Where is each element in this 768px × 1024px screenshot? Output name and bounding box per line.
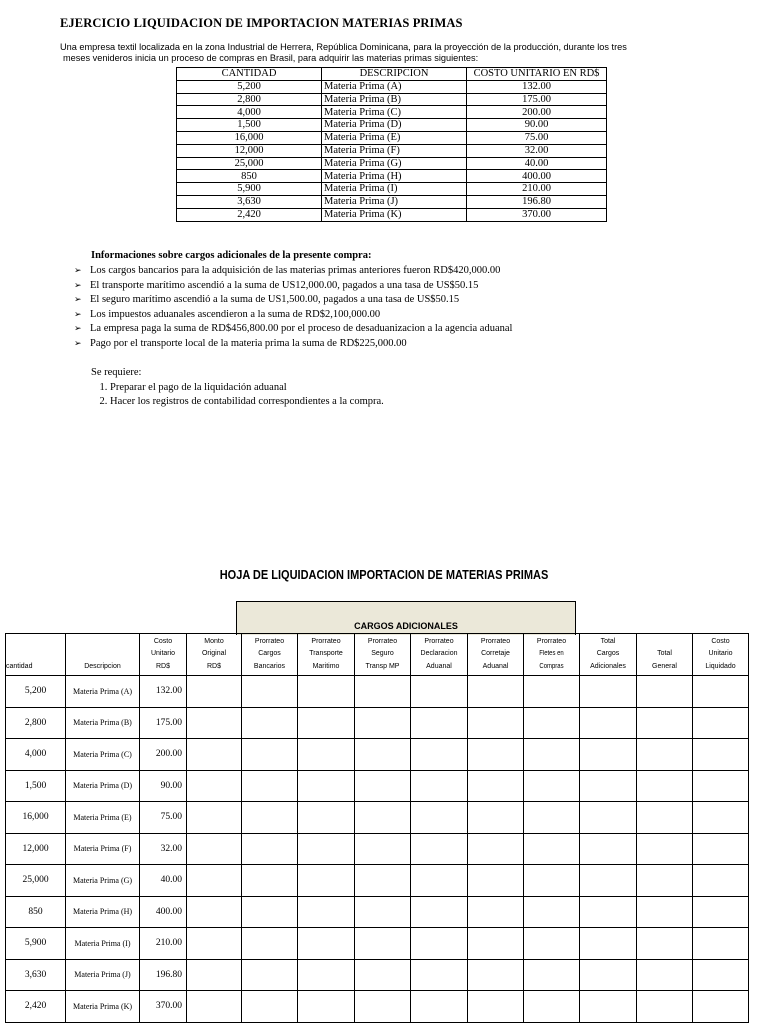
header-cantidad: CANTIDAD — [177, 68, 322, 81]
empty-cell — [580, 959, 637, 991]
empty-cell — [411, 865, 468, 897]
header-line: Cargos — [258, 650, 281, 657]
cost-cell: 200.00 — [467, 106, 607, 119]
header-cantidad — [6, 634, 66, 676]
qty-cell: 5,900 — [177, 183, 322, 196]
table-row — [6, 959, 749, 991]
requirements-list — [91, 381, 384, 410]
empty-cell — [524, 676, 580, 708]
cost-cell: 90.00 — [140, 770, 187, 802]
cost-cell: 400.00 — [140, 896, 187, 928]
header-prorrateo-corretaje — [468, 634, 524, 676]
empty-cell — [524, 833, 580, 865]
intro-line-1: Una empresa textil localizada en la zona Industrial de Herrera, República Dominicana, para la proyección de la producción, durante los tres — [60, 42, 627, 52]
empty-cell — [355, 833, 411, 865]
header-total-cargos — [580, 634, 637, 676]
requirements-section — [91, 366, 384, 410]
header-line: Liquidado — [705, 662, 736, 670]
desc-cell: Materia Prima (E) — [322, 131, 467, 144]
empty-cell — [187, 928, 242, 960]
header-line: Costo — [711, 637, 730, 645]
header-line: Total — [657, 650, 672, 657]
empty-cell — [580, 991, 637, 1023]
table-row — [177, 80, 607, 93]
empty-cell — [298, 707, 355, 739]
table-row — [177, 183, 607, 196]
cost-cell: 40.00 — [140, 865, 187, 897]
cost-cell: 196.80 — [140, 959, 187, 991]
arrow-bullet-icon: ➢ — [74, 266, 82, 276]
empty-cell — [468, 896, 524, 928]
empty-cell — [411, 707, 468, 739]
qty-cell: 3,630 — [177, 195, 322, 208]
empty-cell — [298, 896, 355, 928]
header-line: Transporte — [309, 650, 343, 657]
table-row — [6, 676, 749, 708]
qty-cell: 12,000 — [177, 144, 322, 157]
qty-cell: 16,000 — [6, 802, 66, 834]
qty-cell: 2,420 — [177, 208, 322, 221]
arrow-bullet-icon: ➢ — [74, 338, 82, 349]
empty-cell — [468, 928, 524, 960]
arrow-bullet-icon: ➢ — [74, 324, 82, 335]
table-row — [177, 106, 607, 119]
empty-cell — [187, 991, 242, 1023]
empty-cell — [468, 833, 524, 865]
header-line: Unitario — [150, 650, 176, 657]
empty-cell — [580, 928, 637, 960]
list-item — [74, 293, 512, 308]
empty-cell — [580, 770, 637, 802]
empty-cell — [411, 739, 468, 771]
desc-cell: Materia Prima (B) — [322, 93, 467, 106]
cost-cell: 40.00 — [467, 157, 607, 170]
header-monto-original — [187, 634, 242, 676]
header-prorrateo-declaracion — [411, 634, 468, 676]
desc-cell: Materia Prima (K) — [322, 208, 467, 221]
header-line: Prorrateo — [424, 637, 454, 645]
header-line: Fletes en Compras — [539, 650, 564, 670]
empty-cell — [693, 865, 749, 897]
arrow-bullet-icon: ➢ — [74, 295, 82, 306]
empty-cell — [355, 676, 411, 708]
empty-cell — [524, 739, 580, 771]
qty-cell: 25,000 — [177, 157, 322, 170]
empty-cell — [187, 833, 242, 865]
header-line: Prorrateo — [367, 637, 398, 645]
list-item: 1. Preparar el pago de la liquidación aduanal — [110, 381, 384, 396]
header-line: Total — [600, 637, 616, 645]
empty-cell — [298, 959, 355, 991]
info-item-text: Los cargos bancarios para la adquisición de las materias primas anteriores fueron RD$420,000.00 — [90, 265, 501, 276]
header-line: Declaracion — [420, 650, 458, 657]
empty-cell — [524, 707, 580, 739]
header-line: Maritimo — [312, 662, 340, 670]
table-row — [6, 833, 749, 865]
desc-cell: Materia Prima (E) — [66, 802, 140, 834]
empty-cell — [637, 928, 693, 960]
table-row — [177, 119, 607, 132]
header-prorrateo-bancarios — [242, 634, 298, 676]
header-descripcion — [66, 634, 140, 676]
table-row — [6, 896, 749, 928]
empty-cell — [187, 896, 242, 928]
header-line: Transp MP — [365, 662, 400, 670]
cost-cell: 32.00 — [140, 833, 187, 865]
table-row — [177, 208, 607, 221]
qty-cell: 2,800 — [6, 707, 66, 739]
cargos-adicionales-label: CARGOS ADICIONALES — [354, 621, 458, 631]
header-descripcion: DESCRIPCION — [322, 68, 467, 81]
empty-cell — [298, 928, 355, 960]
empty-cell — [637, 802, 693, 834]
header-line: Costo — [153, 637, 173, 645]
qty-cell: 4,000 — [177, 106, 322, 119]
empty-cell — [468, 739, 524, 771]
cost-cell: 75.00 — [140, 802, 187, 834]
arrow-bullet-icon: ➢ — [74, 309, 82, 320]
empty-cell — [242, 833, 298, 865]
desc-cell: Materia Prima (F) — [66, 833, 140, 865]
qty-cell: 2,800 — [177, 93, 322, 106]
qty-cell: 1,500 — [6, 770, 66, 802]
header-costo-unitario — [140, 634, 187, 676]
empty-cell — [242, 991, 298, 1023]
table-row — [6, 707, 749, 739]
info-title: Informaciones sobre cargos adicionales de la presente compra: — [91, 250, 372, 261]
qty-cell: 5,900 — [6, 928, 66, 960]
empty-cell — [187, 676, 242, 708]
table-row — [6, 865, 749, 897]
empty-cell — [524, 770, 580, 802]
hoja-title: HOJA DE LIQUIDACION IMPORTACION DE MATERIAS PRIMAS — [219, 568, 549, 582]
header-line: Aduanal — [426, 662, 452, 670]
empty-cell — [524, 802, 580, 834]
empty-cell — [637, 707, 693, 739]
materials-header-row — [177, 68, 607, 81]
empty-cell — [187, 739, 242, 771]
header-prorrateo-seguro — [355, 634, 411, 676]
desc-cell: Materia Prima (G) — [66, 865, 140, 897]
empty-cell — [242, 865, 298, 897]
qty-cell: 12,000 — [6, 833, 66, 865]
cost-cell: 370.00 — [467, 208, 607, 221]
intro-line-2: meses venideros inicia un proceso de compras en Brasil, para adquirir las materias primas siguientes: — [63, 53, 479, 63]
empty-cell — [468, 802, 524, 834]
empty-cell — [693, 896, 749, 928]
desc-cell: Materia Prima (C) — [66, 739, 140, 771]
liquidation-sheet-table — [5, 633, 749, 1023]
header-descripcion-text: Descripcion — [84, 662, 121, 670]
empty-cell — [580, 896, 637, 928]
header-line: Prorrateo — [536, 637, 567, 645]
qty-cell: 3,630 — [6, 959, 66, 991]
qty-cell: 850 — [177, 170, 322, 183]
list-item — [74, 308, 512, 323]
empty-cell — [637, 770, 693, 802]
empty-cell — [693, 928, 749, 960]
empty-cell — [298, 833, 355, 865]
desc-cell: Materia Prima (J) — [66, 959, 140, 991]
empty-cell — [242, 770, 298, 802]
empty-cell — [468, 991, 524, 1023]
desc-cell: Materia Prima (H) — [322, 170, 467, 183]
header-line: Seguro — [371, 650, 394, 657]
empty-cell — [524, 959, 580, 991]
qty-cell: 5,200 — [177, 80, 322, 93]
empty-cell — [298, 865, 355, 897]
empty-cell — [580, 739, 637, 771]
header-line: Unitario — [708, 650, 733, 657]
empty-cell — [298, 739, 355, 771]
desc-cell: Materia Prima (F) — [322, 144, 467, 157]
empty-cell — [524, 928, 580, 960]
empty-cell — [468, 707, 524, 739]
empty-cell — [468, 865, 524, 897]
cost-cell: 210.00 — [467, 183, 607, 196]
desc-cell: Materia Prima (I) — [322, 183, 467, 196]
empty-cell — [242, 707, 298, 739]
header-line: Cargos — [596, 650, 620, 657]
empty-cell — [187, 802, 242, 834]
empty-cell — [242, 739, 298, 771]
empty-cell — [693, 707, 749, 739]
header-line: RD$ — [155, 662, 170, 670]
arrow-bullet-icon: ➢ — [74, 280, 82, 291]
empty-cell — [468, 959, 524, 991]
table-row — [177, 93, 607, 106]
cost-cell: 370.00 — [140, 991, 187, 1023]
info-item-text: La empresa paga la suma de RD$456,800.00 por el proceso de desaduanizacion a la agencia aduanal — [90, 323, 513, 335]
header-total-general — [637, 634, 693, 676]
empty-cell — [298, 676, 355, 708]
qty-cell: 25,000 — [6, 865, 66, 897]
list-item — [74, 322, 512, 337]
empty-cell — [693, 802, 749, 834]
info-item-text: El seguro marítimo ascendió a la suma de US1,500.00, pagados a una tasa de US$50.15 — [90, 294, 460, 306]
header-prorrateo-transporte — [298, 634, 355, 676]
desc-cell: Materia Prima (J) — [322, 195, 467, 208]
empty-cell — [411, 770, 468, 802]
info-item-text: El transporte marítimo ascendió a la suma de US12,000.00, pagados a una tasa de US$50.15 — [90, 279, 479, 291]
empty-cell — [355, 770, 411, 802]
empty-cell — [298, 802, 355, 834]
info-item-text: Pago por el transporte local de la materia prima la suma de RD$225,000.00 — [90, 337, 407, 349]
desc-cell: Materia Prima (D) — [66, 770, 140, 802]
header-line: Corretaje — [481, 650, 510, 657]
empty-cell — [524, 991, 580, 1023]
empty-cell — [411, 802, 468, 834]
qty-cell: 850 — [6, 896, 66, 928]
qty-cell: 1,500 — [177, 119, 322, 132]
table-row — [177, 157, 607, 170]
empty-cell — [242, 676, 298, 708]
empty-cell — [637, 959, 693, 991]
table-row — [6, 739, 749, 771]
empty-cell — [637, 676, 693, 708]
qty-cell: 4,000 — [6, 739, 66, 771]
empty-cell — [693, 991, 749, 1023]
header-costo-liquidado — [693, 634, 749, 676]
table-row — [6, 928, 749, 960]
header-costo-unitario: COSTO UNITARIO EN RD$ — [467, 68, 607, 81]
cost-cell: 210.00 — [140, 928, 187, 960]
table-row — [177, 170, 607, 183]
empty-cell — [355, 991, 411, 1023]
empty-cell — [580, 707, 637, 739]
header-line: Original — [201, 650, 227, 657]
cost-cell: 132.00 — [140, 676, 187, 708]
list-item — [74, 337, 512, 352]
empty-cell — [468, 770, 524, 802]
empty-cell — [355, 802, 411, 834]
empty-cell — [298, 770, 355, 802]
header-cantidad-text: cantidad — [6, 662, 33, 670]
header-line: Monto — [204, 637, 224, 645]
empty-cell — [242, 959, 298, 991]
list-item: 2. Hacer los registros de contabilidad correspondientes a la compra. — [110, 395, 384, 410]
desc-cell: Materia Prima (C) — [322, 106, 467, 119]
header-line: RD$ — [206, 662, 221, 670]
cargos-adicionales-header — [236, 601, 576, 635]
empty-cell — [355, 896, 411, 928]
empty-cell — [693, 739, 749, 771]
empty-cell — [580, 865, 637, 897]
info-list — [74, 264, 512, 352]
empty-cell — [693, 833, 749, 865]
empty-cell — [242, 928, 298, 960]
empty-cell — [355, 928, 411, 960]
desc-cell: Materia Prima (G) — [322, 157, 467, 170]
cost-cell: 200.00 — [140, 739, 187, 771]
qty-cell: 16,000 — [177, 131, 322, 144]
empty-cell — [524, 865, 580, 897]
empty-cell — [355, 707, 411, 739]
header-line: Prorrateo — [311, 637, 341, 645]
header-line: Aduanal — [482, 662, 509, 670]
document-title: EJERCICIO LIQUIDACION DE IMPORTACION MATERIAS PRIMAS — [60, 16, 463, 30]
materials-table — [176, 67, 607, 222]
empty-cell — [524, 896, 580, 928]
desc-cell: Materia Prima (D) — [322, 119, 467, 132]
info-item-text: Los impuestos aduanales ascendieron a la suma de RD$2,100,000.00 — [90, 308, 381, 320]
empty-cell — [187, 959, 242, 991]
empty-cell — [580, 676, 637, 708]
empty-cell — [693, 959, 749, 991]
cost-cell: 400.00 — [467, 170, 607, 183]
empty-cell — [298, 991, 355, 1023]
empty-cell — [637, 896, 693, 928]
header-line: Bancarios — [253, 662, 286, 670]
header-line: General — [652, 662, 677, 670]
header-line: Adicionales — [590, 662, 626, 670]
empty-cell — [411, 833, 468, 865]
empty-cell — [468, 676, 524, 708]
empty-cell — [637, 739, 693, 771]
list-item — [74, 264, 512, 279]
table-row — [177, 195, 607, 208]
table-row — [6, 991, 749, 1023]
header-line: Prorrateo — [254, 637, 285, 645]
table-row — [6, 770, 749, 802]
qty-cell: 2,420 — [6, 991, 66, 1023]
empty-cell — [637, 833, 693, 865]
empty-cell — [187, 707, 242, 739]
empty-cell — [637, 991, 693, 1023]
sheet-body — [6, 676, 749, 1023]
desc-cell: Materia Prima (A) — [322, 80, 467, 93]
table-row — [177, 144, 607, 157]
cost-cell: 196.80 — [467, 195, 607, 208]
empty-cell — [693, 676, 749, 708]
empty-cell — [580, 833, 637, 865]
header-prorrateo-fletes — [524, 634, 580, 676]
table-row — [6, 802, 749, 834]
empty-cell — [580, 802, 637, 834]
empty-cell — [411, 959, 468, 991]
sheet-header-row — [6, 634, 749, 676]
desc-cell: Materia Prima (K) — [66, 991, 140, 1023]
desc-cell: Materia Prima (B) — [66, 707, 140, 739]
cost-cell: 32.00 — [467, 144, 607, 157]
header-line: Prorrateo — [480, 637, 511, 645]
empty-cell — [693, 770, 749, 802]
empty-cell — [411, 896, 468, 928]
empty-cell — [355, 739, 411, 771]
empty-cell — [242, 896, 298, 928]
empty-cell — [637, 865, 693, 897]
empty-cell — [187, 865, 242, 897]
cost-cell: 175.00 — [467, 93, 607, 106]
empty-cell — [355, 959, 411, 991]
qty-cell: 5,200 — [6, 676, 66, 708]
empty-cell — [411, 928, 468, 960]
empty-cell — [187, 770, 242, 802]
empty-cell — [242, 802, 298, 834]
table-row — [177, 131, 607, 144]
cost-cell: 132.00 — [467, 80, 607, 93]
cost-cell: 175.00 — [140, 707, 187, 739]
desc-cell: Materia Prima (H) — [66, 896, 140, 928]
intro-paragraph — [60, 42, 700, 64]
desc-cell: Materia Prima (A) — [66, 676, 140, 708]
empty-cell — [411, 676, 468, 708]
cost-cell: 90.00 — [467, 119, 607, 132]
empty-cell — [355, 865, 411, 897]
requirements-label: Se requiere: — [91, 367, 142, 378]
list-item — [74, 279, 512, 294]
desc-cell: Materia Prima (I) — [66, 928, 140, 960]
empty-cell — [411, 991, 468, 1023]
cost-cell: 75.00 — [467, 131, 607, 144]
